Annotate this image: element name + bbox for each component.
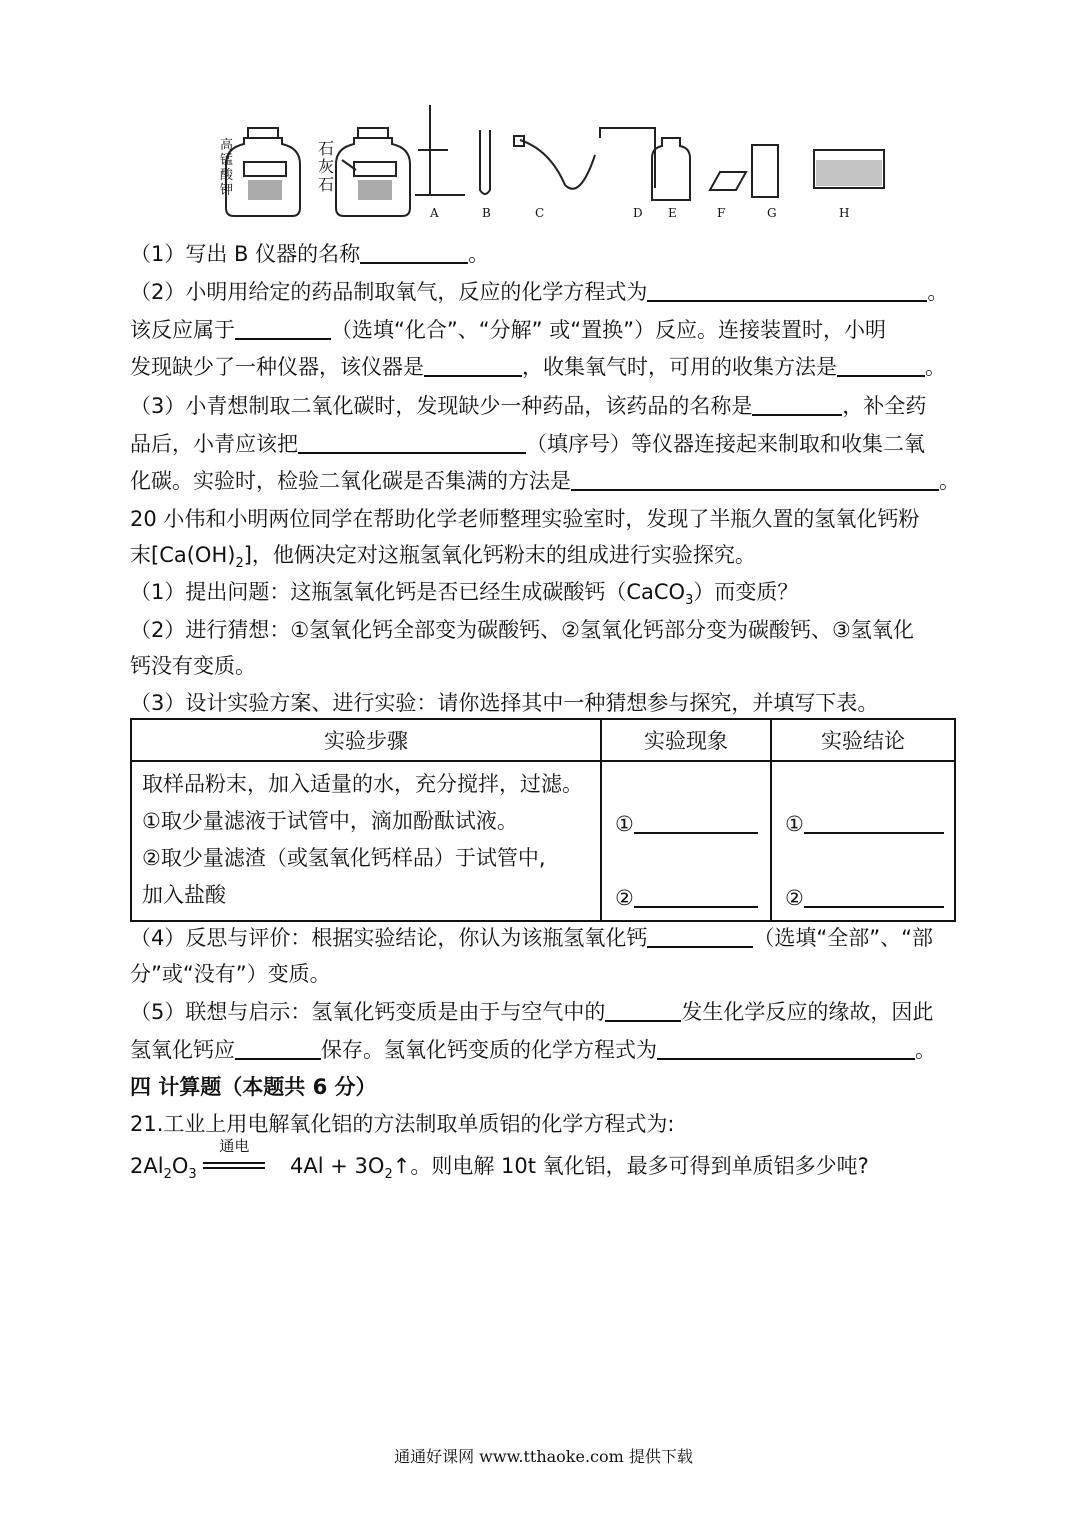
label-g: G (767, 206, 777, 220)
section4-title: 四 计算题（本题共 6 分） (130, 1075, 377, 1099)
q20-step4: （4）反思与评价：根据实验结论，你认为该瓶氢氧化钙 （选填“全部”、“部 (130, 926, 933, 950)
conclusion-cell: ① ② (771, 761, 955, 921)
label-a: A (430, 206, 439, 220)
q20-intro-line2: 末$[Ca(OH)_2]$，他俩决定对这瓶氢氧化钙粉末的组成进行实验探究。 (130, 543, 756, 572)
jar1-label: 高锰酸钾 (220, 138, 234, 198)
steps-cell: 取样品粉末，加入适量的水，充分搅拌，过滤。 ①取少量滤液于试管中，滴加酚酞试液。 ②取少量滤渣（或氢氧化钙样品）于试管中, 加入盐酸 (131, 761, 601, 921)
q20-step1: （1）提出问题：这瓶氢氧化钙是否已经生成碳酸钙（CaCO$_3$）而变质？ (130, 580, 799, 609)
label-c: C (535, 206, 545, 220)
header-phenomena: 实验现象 (601, 719, 771, 761)
experiment-table (130, 718, 956, 922)
table-header-row (131, 719, 955, 761)
phenomena-cell: ① ② (601, 761, 771, 921)
apparatus-figure (210, 100, 900, 230)
label-f: F (717, 206, 726, 220)
apparatus-drawing (210, 100, 900, 230)
label-d: D (633, 206, 643, 220)
q20-step2: （2）进行猜想：①氢氧化钙全部变为碳酸钙、②氢氧化钙部分变为碳酸钙、③氢氧化 (130, 618, 914, 642)
q19-part2-line3: 发现缺少了一种仪器，该仪器是 ，收集氧气时，可用的收集方法是 。 (130, 355, 946, 379)
q19-part1: （1）写出 B 仪器的名称 。 (130, 242, 490, 266)
q20-step2-line2: 钙没有变质。 (130, 654, 256, 678)
q19-part3-line3: 化碳。实验时，检验二氧化碳是否集满的方法是 。 (130, 469, 960, 493)
q19-part2: （2）小明用给定的药品制取氧气，反应的化学方程式为 。 (130, 280, 949, 304)
label-b: B (482, 206, 491, 220)
q20-step5-line2: 氢氧化钙应 保存。氢氧化钙变质的化学方程式为 。 (130, 1038, 936, 1062)
q20-step5: （5）联想与启示：氢氧化钙变质是由于与空气中的 发生化学反应的缘故，因此 (130, 1000, 934, 1024)
q20-step3: （3）设计实验方案、进行实验：请你选择其中一种猜想参与探究，并填写下表。 (130, 691, 879, 715)
q20-intro: 20 小伟和小明两位同学在帮助化学老师整理实验室时，发现了半瓶久置的氢氧化钙粉 (130, 507, 920, 531)
jar2-label: 石灰石 (318, 139, 335, 194)
q19-part3-line2: 品后，小青应该把 （填序号）等仪器连接起来制取和收集二氧 (130, 432, 925, 456)
q21-text: 21.工业上用电解氧化铝的方法制取单质铝的化学方程式为: (130, 1112, 675, 1136)
q20-step4-line2: 分”或“没有”）变质。 (130, 962, 331, 986)
header-conclusion: 实验结论 (771, 719, 955, 761)
q21-equation: $2Al_2O_3$ 通电 $4Al + 3O_2↑$。则电解 10t 氧化铝，最多可得到单质铝多少吨? (130, 1137, 869, 1183)
label-h: H (839, 206, 850, 220)
q19-part3: （3）小青想制取二氧化碳时，发现缺少一种药品，该药品的名称是 ，补全药 (130, 394, 927, 418)
footer: 通通好课网 www.tthaoke.com 提供下载 (394, 1447, 693, 1466)
q19-part2-line2: 该反应属于 （选填“化合”、“分解” 或“置换”）反应。连接装置时，小明 (130, 318, 886, 342)
table-row (131, 761, 955, 921)
header-steps: 实验步骤 (131, 719, 601, 761)
equation-condition: 通电 (219, 1137, 250, 1155)
label-e: E (668, 206, 677, 220)
